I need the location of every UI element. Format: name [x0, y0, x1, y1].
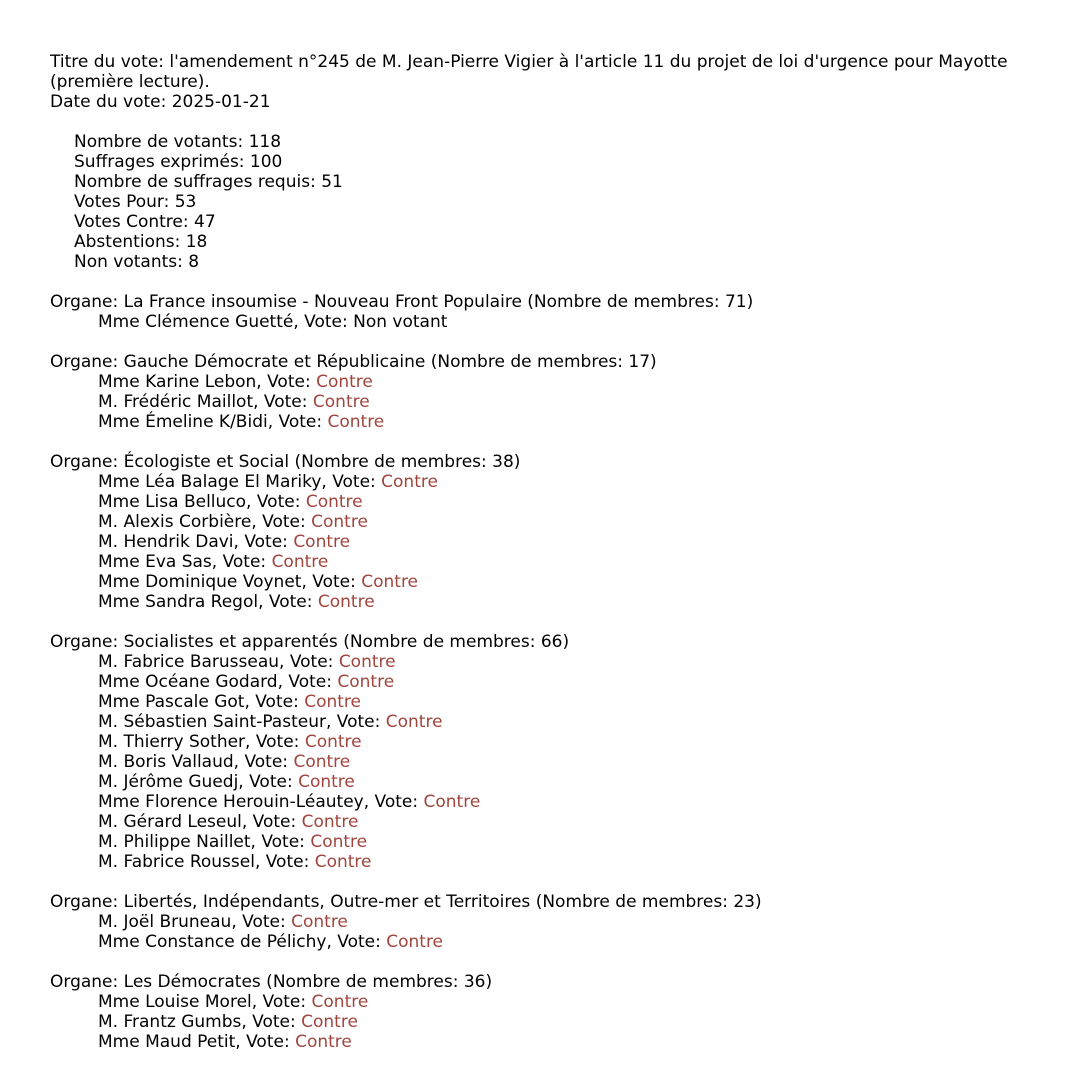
- member-label: M. Boris Vallaud, Vote:: [98, 752, 294, 772]
- member-label: M. Fabrice Roussel, Vote:: [98, 852, 315, 872]
- group-section: [50, 632, 1080, 872]
- stat-line: Nombre de votants: 118: [74, 132, 282, 152]
- member-label: M. Sébastien Saint-Pasteur, Vote:: [98, 712, 386, 732]
- vote-value: Contre: [361, 572, 419, 592]
- vote-groups: [50, 272, 1080, 1052]
- group-section: [50, 972, 1080, 1052]
- member-label: M. Frantz Gumbs, Vote:: [98, 1012, 302, 1032]
- vote-value: Contre: [291, 912, 348, 932]
- member-label: Mme Clémence Guetté, Vote:: [98, 312, 354, 332]
- member-vote-row: [50, 692, 1080, 712]
- member-label: Mme Florence Herouin-Léautey, Vote:: [98, 792, 424, 812]
- member-label: Mme Léa Balage El Mariky, Vote:: [98, 472, 382, 492]
- member-vote-row: [50, 472, 1080, 492]
- vote-value: Contre: [337, 672, 395, 692]
- vote-value: Contre: [312, 392, 370, 412]
- group-section: [50, 352, 1080, 432]
- vote-value: Contre: [423, 792, 481, 812]
- vote-value: Contre: [301, 812, 359, 832]
- member-label: Mme Louise Morel, Vote:: [98, 992, 312, 1012]
- member-vote-row: [50, 792, 1080, 812]
- member-label: M. Jérôme Guedj, Vote:: [98, 772, 299, 792]
- vote-document: [50, 52, 1080, 1052]
- member-vote-row: [50, 932, 1080, 952]
- member-label: Mme Océane Godard, Vote:: [98, 672, 338, 692]
- vote-title-line-1: Titre du vote: l'amendement n°245 de M. Jean-Pierre Vigier à l'article 11 du projet de loi d'urgence pour Mayotte: [50, 52, 1008, 72]
- member-vote-row: [50, 912, 1080, 932]
- member-label: Mme Dominique Voynet, Vote:: [98, 572, 362, 592]
- vote-value: Contre: [316, 372, 373, 392]
- spacer: [50, 612, 1080, 632]
- member-label: M. Joël Bruneau, Vote:: [98, 912, 292, 932]
- member-vote-row: [50, 732, 1080, 752]
- member-label: M. Alexis Corbière, Vote:: [98, 512, 312, 532]
- member-vote-row: [50, 832, 1080, 852]
- vote-value: Contre: [381, 472, 438, 492]
- spacer: [50, 952, 1080, 972]
- member-vote-row: [50, 392, 1080, 412]
- member-vote-row: [50, 372, 1080, 392]
- spacer: [50, 332, 1080, 352]
- member-vote-row: [50, 712, 1080, 732]
- stat-line: Votes Contre: 47: [74, 212, 216, 232]
- member-vote-row: [50, 852, 1080, 872]
- vote-value: Contre: [310, 832, 368, 852]
- member-vote-row: [50, 1012, 1080, 1032]
- group-heading: Organe: Socialistes et apparentés (Nombre de membres: 66): [50, 632, 570, 652]
- member-vote-row: [50, 412, 1080, 432]
- vote-value: Contre: [301, 1012, 358, 1032]
- stat-line: Suffrages exprimés: 100: [74, 152, 283, 172]
- member-vote-row: [50, 492, 1080, 512]
- vote-value: Contre: [338, 652, 396, 672]
- member-vote-row: [50, 672, 1080, 692]
- member-vote-row: [50, 652, 1080, 672]
- vote-value: Contre: [293, 752, 351, 772]
- member-vote-row: [50, 812, 1080, 832]
- member-vote-row: [50, 772, 1080, 792]
- member-label: M. Fabrice Barusseau, Vote:: [98, 652, 339, 672]
- vote-value: Contre: [295, 1032, 352, 1052]
- stat-line: Nombre de suffrages requis: 51: [74, 172, 343, 192]
- member-vote-row: [50, 592, 1080, 612]
- vote-value: Contre: [293, 532, 351, 552]
- member-label: Mme Émeline K/Bidi, Vote:: [98, 412, 328, 432]
- group-heading: Organe: Gauche Démocrate et Républicaine (Nombre de membres: 17): [50, 352, 657, 372]
- group-heading: Organe: Les Démocrates (Nombre de membres: 36): [50, 972, 493, 992]
- spacer: [50, 272, 1080, 292]
- group-heading: Organe: Libertés, Indépendants, Outre-mer et Territoires (Nombre de membres: 23): [50, 892, 762, 912]
- stat-line: Votes Pour: 53: [74, 192, 197, 212]
- vote-value: Non votant: [353, 312, 448, 332]
- member-label: Mme Sandra Regol, Vote:: [98, 592, 318, 612]
- member-label: M. Frédéric Maillot, Vote:: [98, 392, 313, 412]
- group-section: [50, 452, 1080, 612]
- vote-value: Contre: [385, 712, 443, 732]
- member-vote-row: [50, 312, 1080, 332]
- member-vote-row: [50, 512, 1080, 532]
- vote-value: Contre: [317, 592, 375, 612]
- member-label: Mme Maud Petit, Vote:: [98, 1032, 296, 1052]
- vote-value: Contre: [327, 412, 385, 432]
- vote-date: Date du vote: 2025-01-21: [50, 92, 271, 112]
- vote-value: Contre: [314, 852, 372, 872]
- stat-line: Abstentions: 18: [74, 232, 208, 252]
- member-label: M. Philippe Naillet, Vote:: [98, 832, 311, 852]
- member-label: Mme Eva Sas, Vote:: [98, 552, 272, 572]
- spacer: [50, 432, 1080, 452]
- member-label: Mme Lisa Belluco, Vote:: [98, 492, 306, 512]
- member-vote-row: [50, 572, 1080, 592]
- vote-value: Contre: [305, 492, 363, 512]
- member-vote-row: [50, 532, 1080, 552]
- member-vote-row: [50, 552, 1080, 572]
- group-section: [50, 892, 1080, 952]
- vote-value: Contre: [311, 512, 368, 532]
- vote-title-line-2: (première lecture).: [50, 72, 210, 92]
- member-label: Mme Pascale Got, Vote:: [98, 692, 305, 712]
- member-label: M. Thierry Sother, Vote:: [98, 732, 305, 752]
- group-section: [50, 292, 1080, 332]
- vote-value: Contre: [304, 692, 362, 712]
- member-label: Mme Karine Lebon, Vote:: [98, 372, 317, 392]
- spacer: [50, 112, 1080, 132]
- group-heading: Organe: La France insoumise - Nouveau Front Populaire (Nombre de membres: 71): [50, 292, 754, 312]
- member-vote-row: [50, 992, 1080, 1012]
- member-label: M. Gérard Leseul, Vote:: [98, 812, 302, 832]
- spacer: [50, 872, 1080, 892]
- vote-value: Contre: [271, 552, 329, 572]
- member-label: M. Hendrik Davi, Vote:: [98, 532, 294, 552]
- member-label: Mme Constance de Pélichy, Vote:: [98, 932, 387, 952]
- vote-value: Contre: [304, 732, 362, 752]
- vote-stats: [50, 132, 1080, 272]
- stat-line: Non votants: 8: [74, 252, 200, 272]
- vote-value: Contre: [311, 992, 369, 1012]
- group-heading: Organe: Écologiste et Social (Nombre de membres: 38): [50, 452, 521, 472]
- vote-value: Contre: [298, 772, 355, 792]
- member-vote-row: [50, 752, 1080, 772]
- member-vote-row: [50, 1032, 1080, 1052]
- vote-value: Contre: [386, 932, 444, 952]
